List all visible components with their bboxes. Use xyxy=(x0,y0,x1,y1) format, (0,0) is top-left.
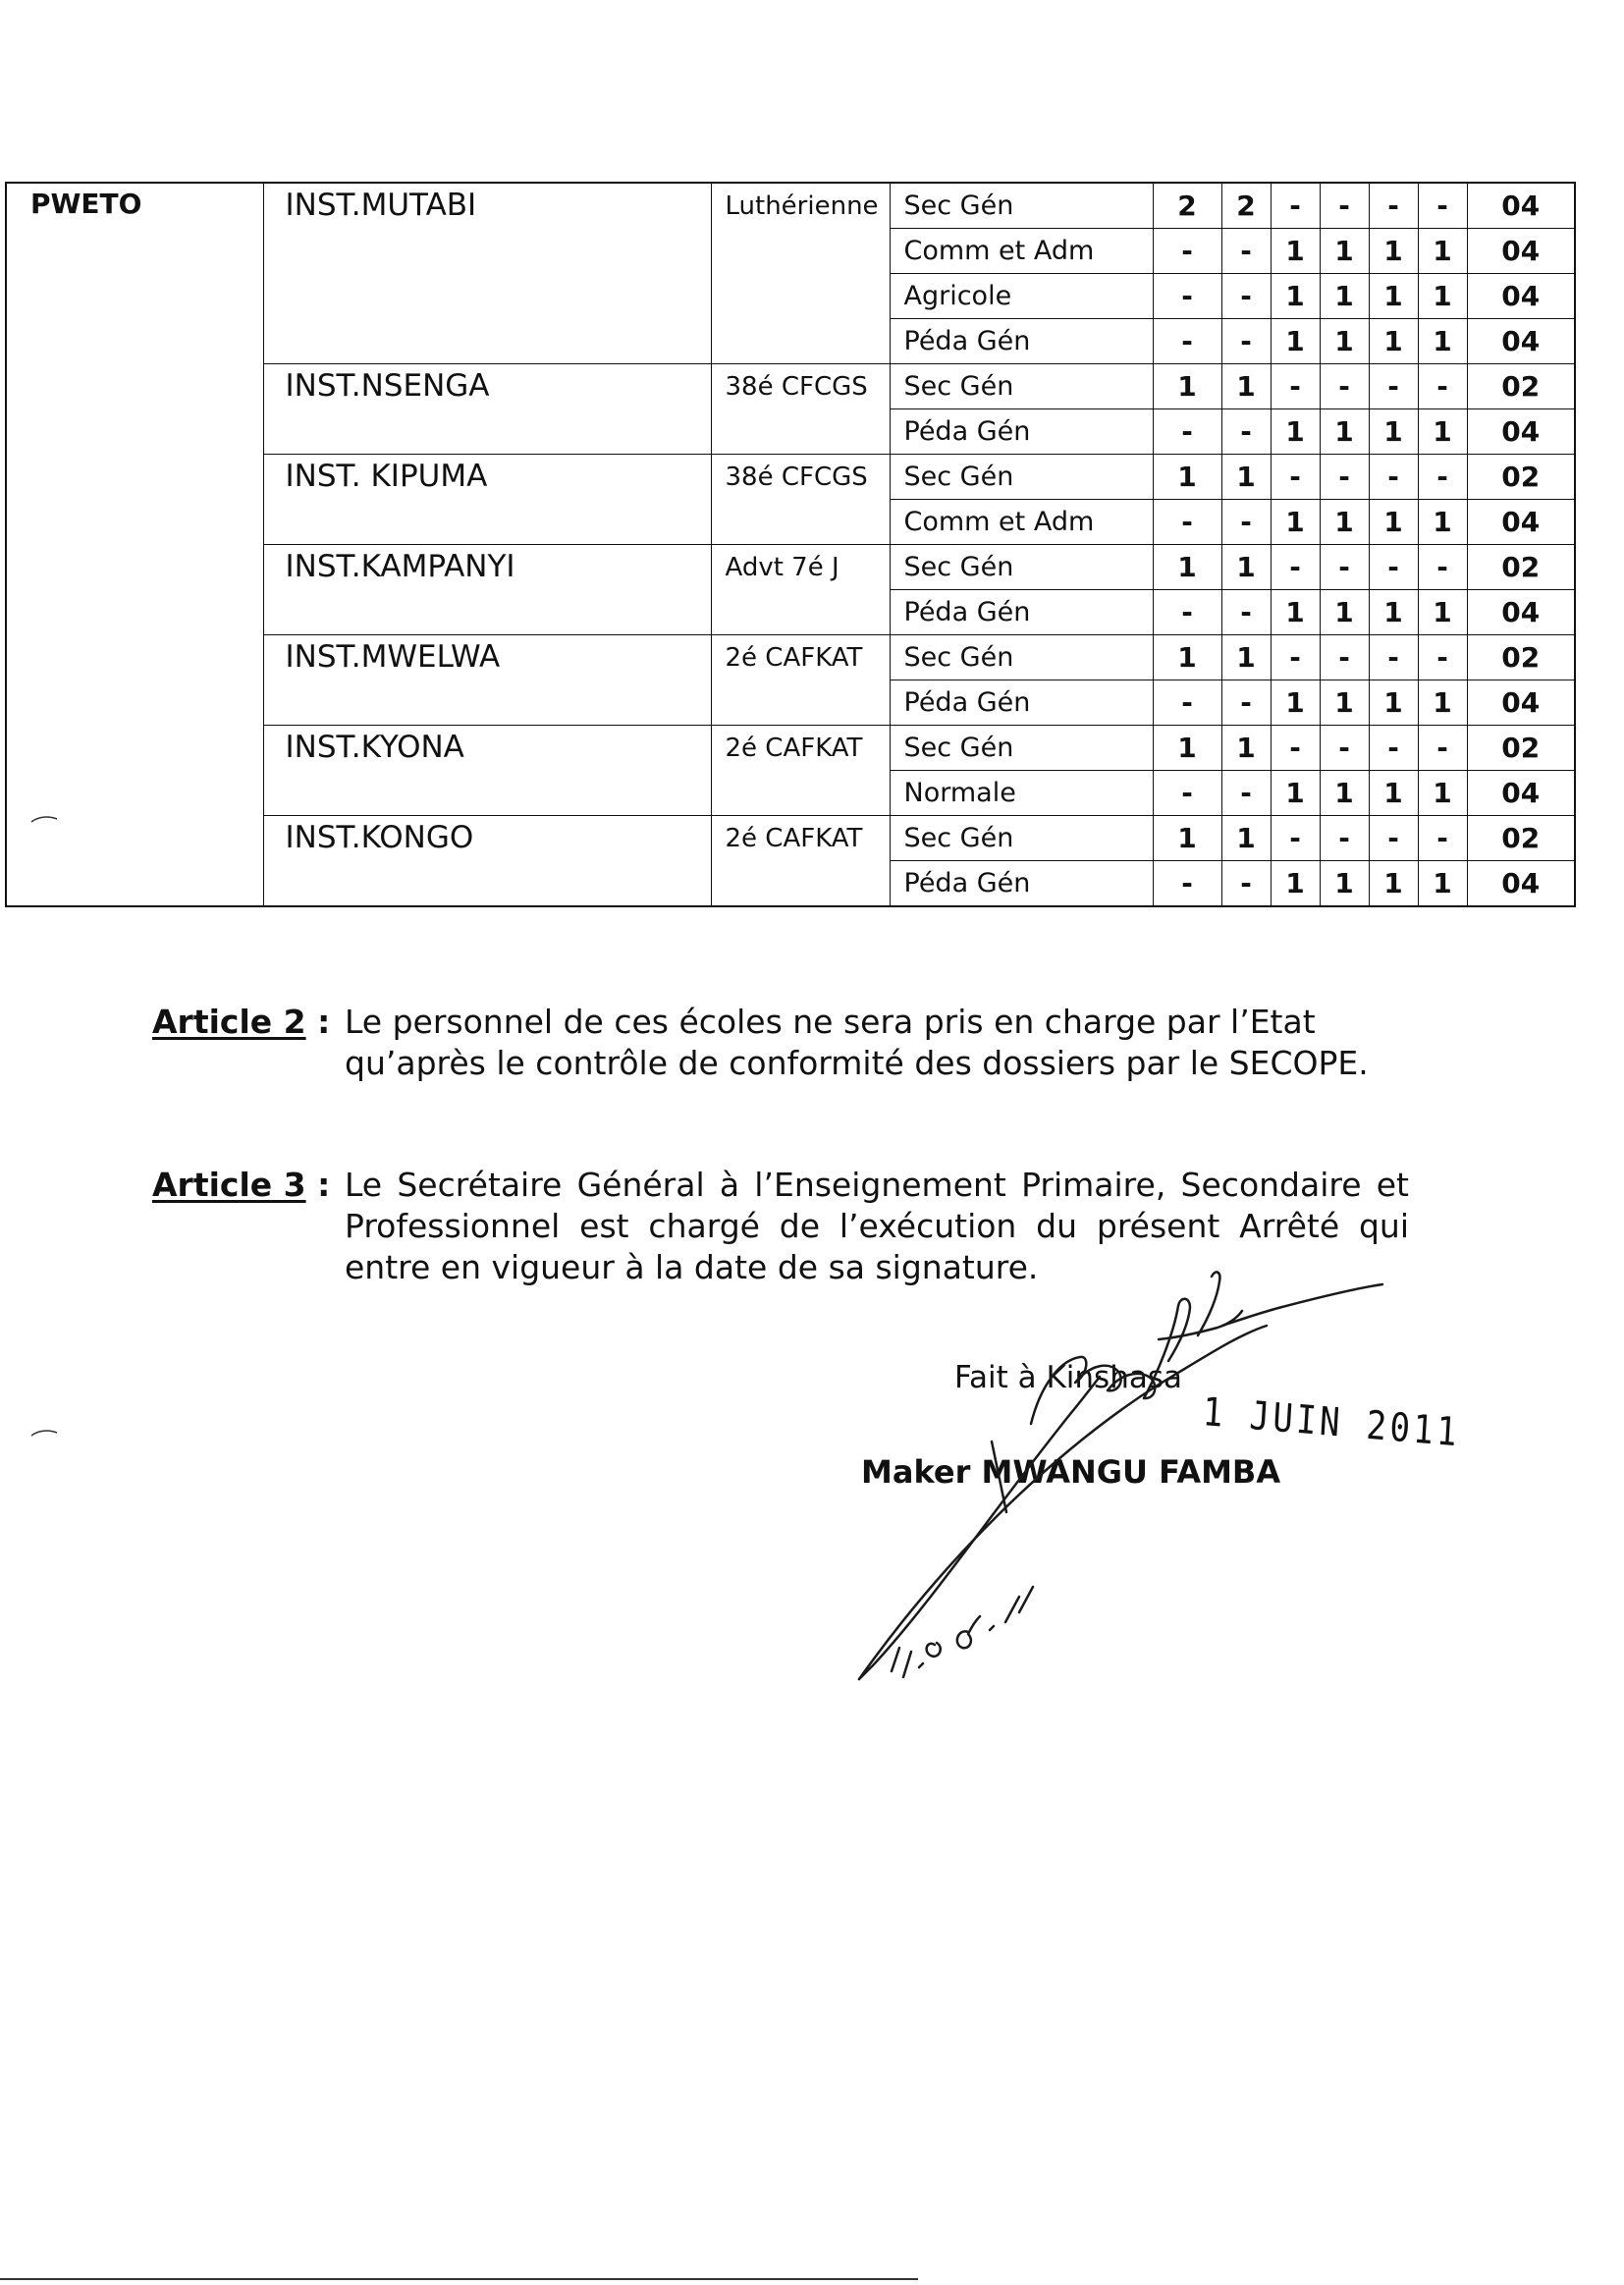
network-cell: Advt 7é J xyxy=(711,545,890,635)
class-count-cell: 1 xyxy=(1153,816,1221,861)
class-count-cell: 1 xyxy=(1221,816,1271,861)
class-count-cell: - xyxy=(1320,545,1369,590)
section-cell: Agricole xyxy=(890,274,1153,319)
class-count-cell: 1 xyxy=(1418,409,1467,455)
class-count-cell: 1 xyxy=(1369,319,1418,364)
class-count-cell: 1 xyxy=(1320,771,1369,816)
class-count-cell: 1 xyxy=(1369,771,1418,816)
class-count-cell: - xyxy=(1153,409,1221,455)
section-cell: Sec Gén xyxy=(890,635,1153,680)
class-count-cell: 1 xyxy=(1153,635,1221,680)
class-count-cell: 1 xyxy=(1153,364,1221,409)
class-count-cell: - xyxy=(1418,455,1467,500)
class-count-cell: - xyxy=(1153,319,1221,364)
class-count-cell: 1 xyxy=(1369,274,1418,319)
section-cell: Péda Gén xyxy=(890,861,1153,907)
class-count-cell: - xyxy=(1153,680,1221,726)
class-count-cell: - xyxy=(1271,635,1320,680)
section-cell: Sec Gén xyxy=(890,816,1153,861)
class-count-cell: - xyxy=(1369,364,1418,409)
class-count-cell: - xyxy=(1271,726,1320,771)
total-cell: 02 xyxy=(1467,816,1575,861)
class-count-cell: - xyxy=(1418,545,1467,590)
class-count-cell: 1 xyxy=(1320,274,1369,319)
section-cell: Sec Gén xyxy=(890,183,1153,229)
total-cell: 04 xyxy=(1467,500,1575,545)
total-cell: 02 xyxy=(1467,364,1575,409)
class-count-cell: - xyxy=(1418,364,1467,409)
total-cell: 02 xyxy=(1467,455,1575,500)
signatory-last-name: MWANGU FAMBA xyxy=(981,1453,1281,1491)
class-count-cell: 1 xyxy=(1418,771,1467,816)
class-count-cell: - xyxy=(1369,635,1418,680)
class-count-cell: 1 xyxy=(1418,500,1467,545)
section-cell: Péda Gén xyxy=(890,409,1153,455)
class-count-cell: - xyxy=(1271,455,1320,500)
class-count-cell: 1 xyxy=(1418,680,1467,726)
class-count-cell: 1 xyxy=(1418,229,1467,274)
total-cell: 02 xyxy=(1467,635,1575,680)
class-count-cell: - xyxy=(1271,364,1320,409)
schools-table xyxy=(5,182,1576,907)
total-cell: 02 xyxy=(1467,545,1575,590)
article-2-text: Le personnel de ces écoles ne sera pris en charge par l’Etat qu’après le contrôle de conformité des dossiers par le SECOPE. xyxy=(345,1003,1369,1082)
class-count-cell: 1 xyxy=(1221,455,1271,500)
school-name-cell: INST.KYONA xyxy=(263,726,711,816)
table-body xyxy=(6,183,1575,906)
class-count-cell: 1 xyxy=(1271,229,1320,274)
class-count-cell: 1 xyxy=(1369,680,1418,726)
class-count-cell: 1 xyxy=(1418,319,1467,364)
class-count-cell: 1 xyxy=(1320,229,1369,274)
fait-a-place: Fait à Kinshasa xyxy=(954,1360,1182,1395)
class-count-cell: - xyxy=(1221,680,1271,726)
class-count-cell: - xyxy=(1221,229,1271,274)
margin-mark-icon xyxy=(29,815,59,823)
school-name-cell: INST.MWELWA xyxy=(263,635,711,726)
section-cell: Normale xyxy=(890,771,1153,816)
class-count-cell: 1 xyxy=(1221,545,1271,590)
class-count-cell: - xyxy=(1221,500,1271,545)
article-3-label: Article 3 : xyxy=(152,1166,331,1204)
class-count-cell: 1 xyxy=(1418,590,1467,635)
signatory-first-name: Maker xyxy=(861,1453,971,1491)
section-cell: Sec Gén xyxy=(890,455,1153,500)
article-2-label: Article 2 : xyxy=(152,1003,331,1041)
network-cell: 2é CAFKAT xyxy=(711,726,890,816)
class-count-cell: - xyxy=(1221,274,1271,319)
class-count-cell: - xyxy=(1369,816,1418,861)
class-count-cell: 1 xyxy=(1271,861,1320,907)
network-cell: 2é CAFKAT xyxy=(711,816,890,907)
school-name-cell: INST.KONGO xyxy=(263,816,711,907)
class-count-cell: 1 xyxy=(1369,500,1418,545)
article-2 xyxy=(152,1002,1409,1084)
class-count-cell: - xyxy=(1369,455,1418,500)
section-cell: Sec Gén xyxy=(890,726,1153,771)
section-cell: Péda Gén xyxy=(890,590,1153,635)
class-count-cell: 1 xyxy=(1418,274,1467,319)
network-cell: 38é CFCGS xyxy=(711,364,890,455)
class-count-cell: 1 xyxy=(1271,409,1320,455)
section-cell: Comm et Adm xyxy=(890,500,1153,545)
class-count-cell: 1 xyxy=(1221,364,1271,409)
table-row xyxy=(6,183,1575,229)
class-count-cell: 1 xyxy=(1271,590,1320,635)
class-count-cell: - xyxy=(1320,364,1369,409)
class-count-cell: 1 xyxy=(1369,409,1418,455)
section-cell: Comm et Adm xyxy=(890,229,1153,274)
class-count-cell: 1 xyxy=(1153,726,1221,771)
total-cell: 04 xyxy=(1467,771,1575,816)
class-count-cell: - xyxy=(1320,816,1369,861)
section-cell: Péda Gén xyxy=(890,680,1153,726)
class-count-cell: - xyxy=(1153,500,1221,545)
school-name-cell: INST.NSENGA xyxy=(263,364,711,455)
bottom-rule xyxy=(0,2278,918,2280)
network-cell: 38é CFCGS xyxy=(711,455,890,545)
total-cell: 04 xyxy=(1467,409,1575,455)
section-cell: Sec Gén xyxy=(890,364,1153,409)
district-cell: PWETO xyxy=(6,183,263,906)
class-count-cell: 1 xyxy=(1320,680,1369,726)
network-cell: 2é CAFKAT xyxy=(711,635,890,726)
class-count-cell: 1 xyxy=(1418,861,1467,907)
class-count-cell: - xyxy=(1320,455,1369,500)
class-count-cell: 1 xyxy=(1271,319,1320,364)
class-count-cell: 1 xyxy=(1153,455,1221,500)
class-count-cell: 1 xyxy=(1271,771,1320,816)
handwritten-signature xyxy=(825,1267,1473,1718)
class-count-cell: 1 xyxy=(1320,861,1369,907)
class-count-cell: - xyxy=(1418,183,1467,229)
class-count-cell: - xyxy=(1418,726,1467,771)
class-count-cell: - xyxy=(1369,545,1418,590)
margin-mark-icon xyxy=(29,1429,59,1437)
class-count-cell: - xyxy=(1271,545,1320,590)
class-count-cell: 1 xyxy=(1271,500,1320,545)
network-cell: Luthérienne xyxy=(711,183,890,364)
total-cell: 04 xyxy=(1467,861,1575,907)
class-count-cell: - xyxy=(1221,319,1271,364)
class-count-cell: - xyxy=(1320,635,1369,680)
class-count-cell: 1 xyxy=(1153,545,1221,590)
class-count-cell: 1 xyxy=(1369,229,1418,274)
class-count-cell: - xyxy=(1153,274,1221,319)
total-cell: 04 xyxy=(1467,274,1575,319)
class-count-cell: - xyxy=(1271,183,1320,229)
total-cell: 02 xyxy=(1467,726,1575,771)
class-count-cell: 1 xyxy=(1320,319,1369,364)
section-cell: Sec Gén xyxy=(890,545,1153,590)
total-cell: 04 xyxy=(1467,590,1575,635)
total-cell: 04 xyxy=(1467,229,1575,274)
class-count-cell: - xyxy=(1418,816,1467,861)
class-count-cell: - xyxy=(1271,816,1320,861)
class-count-cell: 1 xyxy=(1320,500,1369,545)
class-count-cell: 1 xyxy=(1369,590,1418,635)
class-count-cell: 1 xyxy=(1320,590,1369,635)
stamp-date: 1 JUIN 2011 xyxy=(1201,1389,1462,1456)
class-count-cell: - xyxy=(1153,771,1221,816)
class-count-cell: 1 xyxy=(1320,409,1369,455)
class-count-cell: 2 xyxy=(1221,183,1271,229)
class-count-cell: 1 xyxy=(1271,680,1320,726)
class-count-cell: - xyxy=(1221,861,1271,907)
school-name-cell: INST.KAMPANYI xyxy=(263,545,711,635)
class-count-cell: 1 xyxy=(1271,274,1320,319)
class-count-cell: - xyxy=(1153,861,1221,907)
class-count-cell: - xyxy=(1369,726,1418,771)
class-count-cell: - xyxy=(1221,590,1271,635)
class-count-cell: - xyxy=(1320,726,1369,771)
total-cell: 04 xyxy=(1467,183,1575,229)
class-count-cell: - xyxy=(1418,635,1467,680)
article-3-text: Le Secrétaire Général à l’Enseignement Primaire, Secondaire et Professionnel est chargé de l’exécution du présent Arrêté qui entre en vigueur à la date de sa signature. xyxy=(345,1166,1409,1286)
class-count-cell: 1 xyxy=(1221,726,1271,771)
class-count-cell: - xyxy=(1369,183,1418,229)
class-count-cell: 2 xyxy=(1153,183,1221,229)
class-count-cell: - xyxy=(1221,771,1271,816)
school-name-cell: INST.MUTABI xyxy=(263,183,711,364)
section-cell: Péda Gén xyxy=(890,319,1153,364)
class-count-cell: - xyxy=(1320,183,1369,229)
total-cell: 04 xyxy=(1467,319,1575,364)
total-cell: 04 xyxy=(1467,680,1575,726)
class-count-cell: - xyxy=(1153,229,1221,274)
class-count-cell: 1 xyxy=(1221,635,1271,680)
class-count-cell: 1 xyxy=(1369,861,1418,907)
class-count-cell: - xyxy=(1221,409,1271,455)
class-count-cell: - xyxy=(1153,590,1221,635)
school-name-cell: INST. KIPUMA xyxy=(263,455,711,545)
